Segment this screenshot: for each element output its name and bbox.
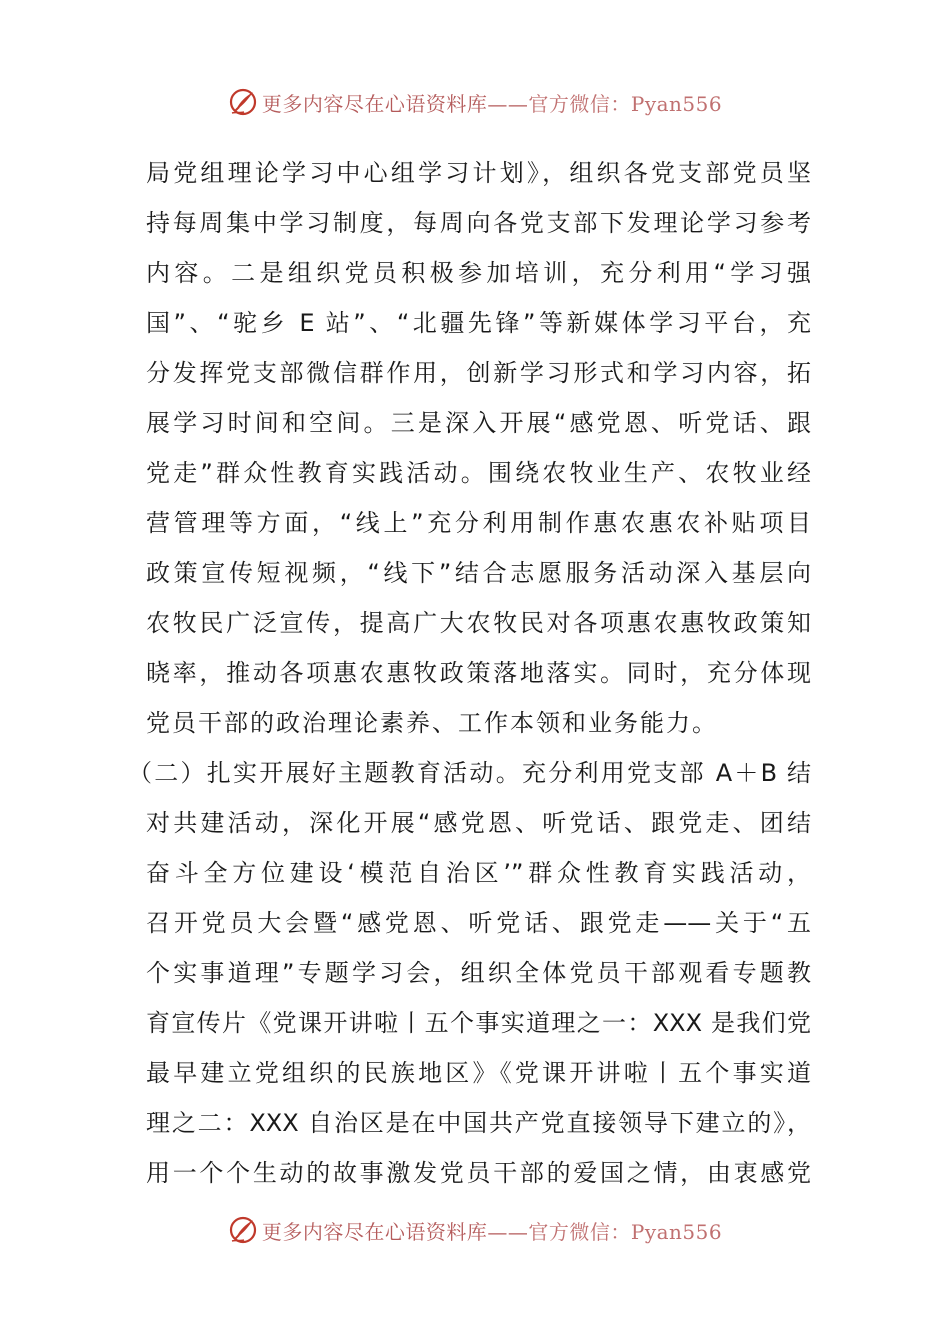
body-line-20: 理之二：XXX 自治区是在中国共产党直接领导下建立的》， [146, 1109, 811, 1137]
body-line-12: 党员干部的政治理论素养、工作本领和业务能力。 [146, 709, 718, 737]
header-dash: —— [487, 91, 529, 116]
footer-site-text: 更多内容尽在心语资料库 [261, 1219, 488, 1244]
footer-wechat-text: 官方微信：Pyan556 [528, 1219, 723, 1244]
header-wechat-text: 官方微信：Pyan556 [528, 91, 723, 116]
quill-logo-icon [228, 1215, 258, 1245]
footer-dash: —— [487, 1219, 529, 1244]
body-line-10: 农牧民广泛宣传，提高广大农牧民对各项惠农惠牧政策知 [146, 609, 811, 637]
header-site-text: 更多内容尽在心语资料库 [261, 91, 488, 116]
body-line-5: 分发挥党支部微信群作用，创新学习形式和学习内容，拓 [146, 359, 811, 387]
body-line-7: 党走”群众性教育实践活动。围绕农牧业生产、农牧业经 [146, 459, 811, 487]
document-body [128, 148, 811, 1198]
quill-logo-icon [228, 87, 258, 117]
body-line-14: 对共建活动，深化开展“感党恩、听党话、跟党走、团结 [146, 809, 811, 837]
header-watermark-banner [0, 84, 950, 120]
body-line-9: 政策宣传短视频，“线下”结合志愿服务活动深入基层向 [146, 559, 811, 587]
body-line-8: 营管理等方面，“线上”充分利用制作惠农惠农补贴项目 [146, 509, 811, 537]
body-line-21: 用一个个生动的故事激发党员干部的爱国之情，由衷感党 [146, 1159, 811, 1187]
body-line-16: 召开党员大会暨“感党恩、听党话、跟党走——关于“五 [146, 909, 811, 937]
body-line-2: 持每周集中学习制度，每周向各党支部下发理论学习参考 [146, 209, 811, 237]
footer-banner-text [262, 1216, 722, 1245]
body-line-18: 育宣传片《党课开讲啦丨五个事实道理之一：XXX 是我们党 [146, 1009, 811, 1037]
section-heading-line: （二）扎实开展好主题教育活动。充分利用党支部 A＋B 结 [128, 759, 811, 787]
body-line-6: 展学习时间和空间。三是深入开展“感党恩、听党话、跟 [146, 409, 811, 437]
footer-watermark-banner [0, 1212, 950, 1248]
body-line-1: 局党组理论学习中心组学习计划》，组织各党支部党员坚 [146, 159, 811, 187]
body-line-4: 国”、“驼乡 E 站”、“北疆先锋”等新媒体学习平台，充 [146, 309, 811, 337]
body-line-17: 个实事道理”专题学习会，组织全体党员干部观看专题教 [146, 959, 811, 987]
body-line-11: 晓率，推动各项惠农惠牧政策落地落实。同时，充分体现 [146, 659, 811, 687]
body-line-19: 最早建立党组织的民族地区》《党课开讲啦丨五个事实道 [146, 1059, 811, 1087]
body-line-3: 内容。二是组织党员积极参加培训，充分利用“学习强 [146, 259, 811, 287]
body-line-15: 奋斗全方位建设‘模范自治区’”群众性教育实践活动， [146, 859, 811, 887]
header-banner-text [262, 88, 722, 117]
